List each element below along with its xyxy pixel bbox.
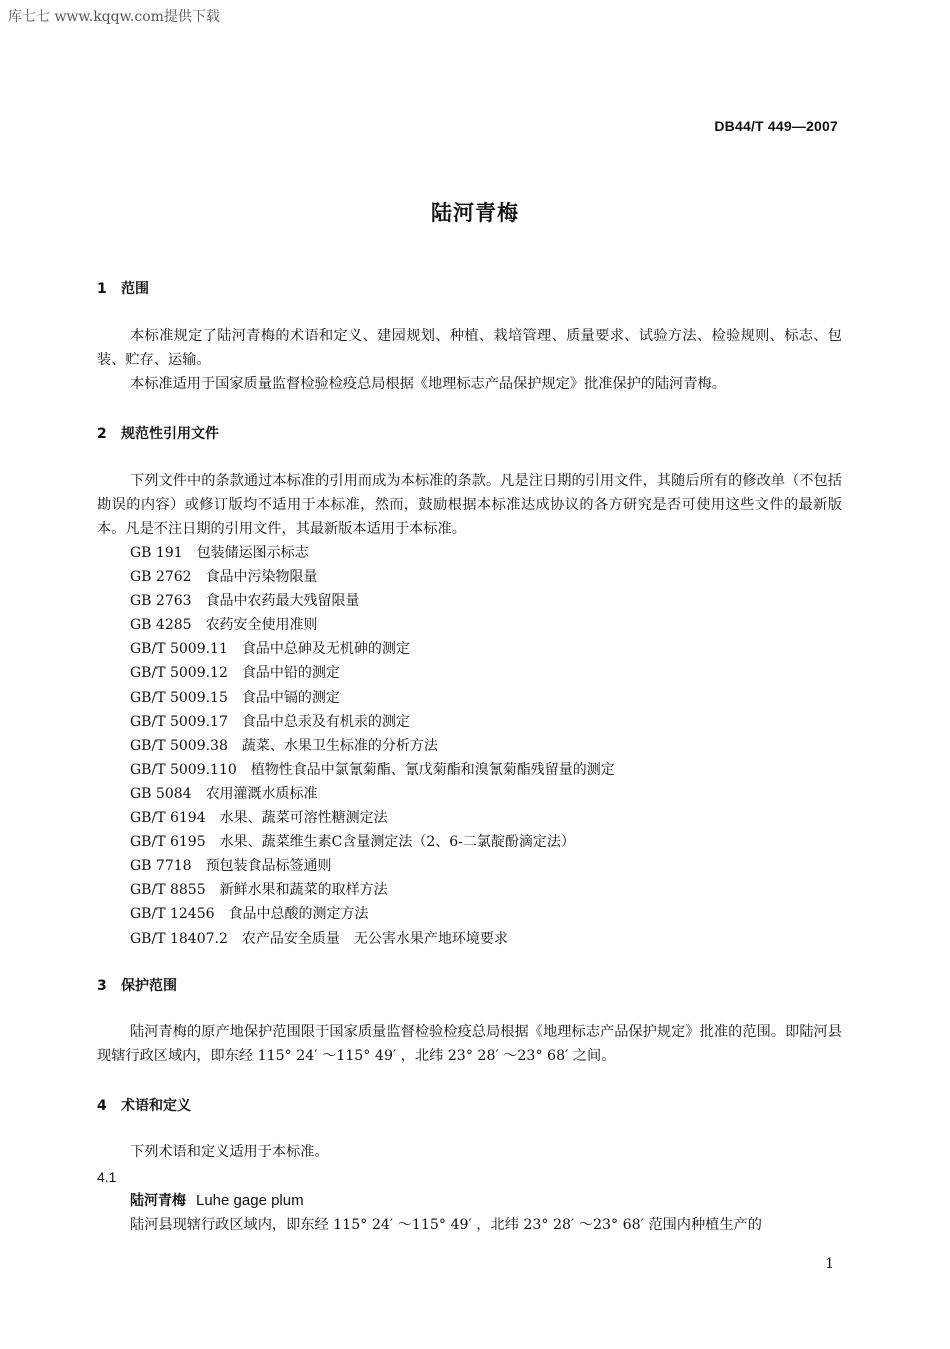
reference-item	[130, 565, 615, 589]
reference-code: GB/T 8855	[130, 882, 206, 899]
reference-title: 新鲜水果和蔬菜的取样方法	[219, 882, 388, 899]
reference-item	[130, 806, 615, 830]
scope-paragraph-1: 本标准规定了陆河青梅的术语和定义、建园规划、种植、栽培管理、质量要求、试验方法、检验规则、标志、包装、贮存、运输。	[97, 328, 842, 368]
reference-item	[130, 541, 615, 565]
reference-item	[130, 637, 615, 661]
reference-title: 食品中污染物限量	[205, 569, 318, 586]
reference-item	[130, 902, 615, 926]
reference-code: GB 5084	[130, 785, 192, 802]
section-title: 保护范围	[121, 978, 177, 994]
reference-item	[130, 782, 615, 806]
reference-code: GB 2763	[130, 593, 192, 610]
reference-item	[130, 927, 615, 951]
reference-item	[130, 878, 615, 902]
term-definition: 陆河县现辖行政区域内，即东经 115° 24′ ～115° 49′ ，北纬 23° 28′ ～23° 68′ 范围内种植生产的	[130, 1217, 762, 1233]
terms-intro: 下列术语和定义适用于本标准。	[130, 1144, 329, 1160]
reference-code: GB/T 5009.38	[130, 737, 228, 754]
reference-code: GB/T 5009.17	[130, 713, 228, 730]
reference-item	[130, 734, 615, 758]
reference-title: 农用灌溉水质标准	[205, 785, 318, 802]
reference-code: GB/T 6194	[130, 810, 206, 827]
reference-code: GB 7718	[130, 858, 192, 875]
section-3-heading	[97, 975, 177, 995]
reference-code: GB 191	[130, 545, 183, 561]
term-heading	[130, 1189, 304, 1213]
section-2-heading	[97, 423, 219, 443]
section-number: 2	[97, 426, 107, 442]
watermark: 库七七 www.kqqw.com提供下载	[8, 9, 220, 25]
section-title: 范围	[121, 281, 149, 297]
normative-intro: 下列文件中的条款通过本标准的引用而成为本标准的条款。凡是注日期的引用文件，其随后所有的修改单（不包括勘误的内容）或修订版均不适用于本标准，然而，鼓励根据本标准达成协议的各方研究是否可使用这些文件的最新版本。凡是不注日期的引用文件，其最新版本适用于本标准。	[97, 473, 842, 537]
reference-list	[130, 541, 615, 951]
section-number: 3	[97, 978, 107, 994]
reference-title: 蔬菜、水果卫生标准的分析方法	[241, 737, 438, 754]
reference-code: GB/T 5009.15	[130, 689, 228, 706]
reference-item	[130, 758, 615, 782]
reference-title: 水果、蔬菜维生素C含量测定法（2、6-二氯靛酚滴定法）	[219, 834, 575, 851]
reference-code: GB/T 6195	[130, 834, 206, 851]
section-title: 规范性引用文件	[121, 426, 219, 442]
section-4-heading	[97, 1095, 191, 1115]
page-number: 1	[825, 1256, 834, 1272]
reference-item	[130, 710, 615, 734]
reference-title: 农药安全使用准则	[205, 617, 318, 634]
reference-item	[130, 661, 615, 685]
reference-title: 农产品安全质量 无公害水果产地环境要求	[241, 930, 508, 947]
reference-code: GB/T 5009.110	[130, 761, 237, 778]
section-number: 4	[97, 1098, 107, 1114]
section-number: 1	[97, 281, 107, 297]
clause-number: 4.1	[97, 1169, 117, 1185]
reference-title: 食品中农药最大残留限量	[205, 593, 360, 610]
scope-paragraph-2: 本标准适用于国家质量监督检验检疫总局根据《地理标志产品保护规定》批准保护的陆河青梅。	[130, 376, 726, 392]
reference-title: 食品中总汞及有机汞的测定	[241, 713, 410, 730]
reference-title: 水果、蔬菜可溶性糖测定法	[219, 810, 388, 827]
reference-code: GB/T 5009.12	[130, 665, 228, 682]
reference-item	[130, 613, 615, 637]
reference-code: GB/T 18407.2	[130, 930, 228, 947]
reference-item	[130, 830, 615, 854]
reference-title: 食品中铅的测定	[241, 665, 340, 682]
reference-item	[130, 686, 615, 710]
reference-title: 植物性食品中氯氰菊酯、氰戊菊酯和溴氰菊酯残留量的测定	[250, 761, 615, 778]
reference-title: 食品中总酸的测定方法	[228, 906, 369, 923]
reference-code: GB 4285	[130, 617, 192, 634]
page-title: 陆河青梅	[431, 201, 519, 225]
reference-code: GB/T 12456	[130, 906, 215, 923]
reference-title: 食品中总砷及无机砷的测定	[241, 641, 410, 658]
reference-item	[130, 589, 615, 613]
reference-code: GB/T 5009.11	[130, 641, 228, 658]
reference-title: 预包装食品标签通则	[205, 858, 332, 875]
section-1-heading	[97, 278, 149, 298]
section-title: 术语和定义	[121, 1098, 191, 1114]
reference-code: GB 2762	[130, 569, 192, 586]
term-chinese: 陆河青梅	[130, 1193, 186, 1209]
protection-paragraph: 陆河青梅的原产地保护范围限于国家质量监督检验检疫总局根据《地理标志产品保护规定》批准的范围。即陆河县现辖行政区域内，即东经 115° 24′ ～115° 49′ ，北纬 23° 28′ ～23° 68′ 之间。	[97, 1024, 842, 1064]
reference-title: 包装储运图示标志	[196, 545, 309, 561]
reference-item	[130, 854, 615, 878]
document-number: DB44/T 449—2007	[714, 118, 838, 134]
reference-title: 食品中镉的测定	[241, 689, 340, 706]
term-english: Luhe gage plum	[196, 1192, 304, 1209]
